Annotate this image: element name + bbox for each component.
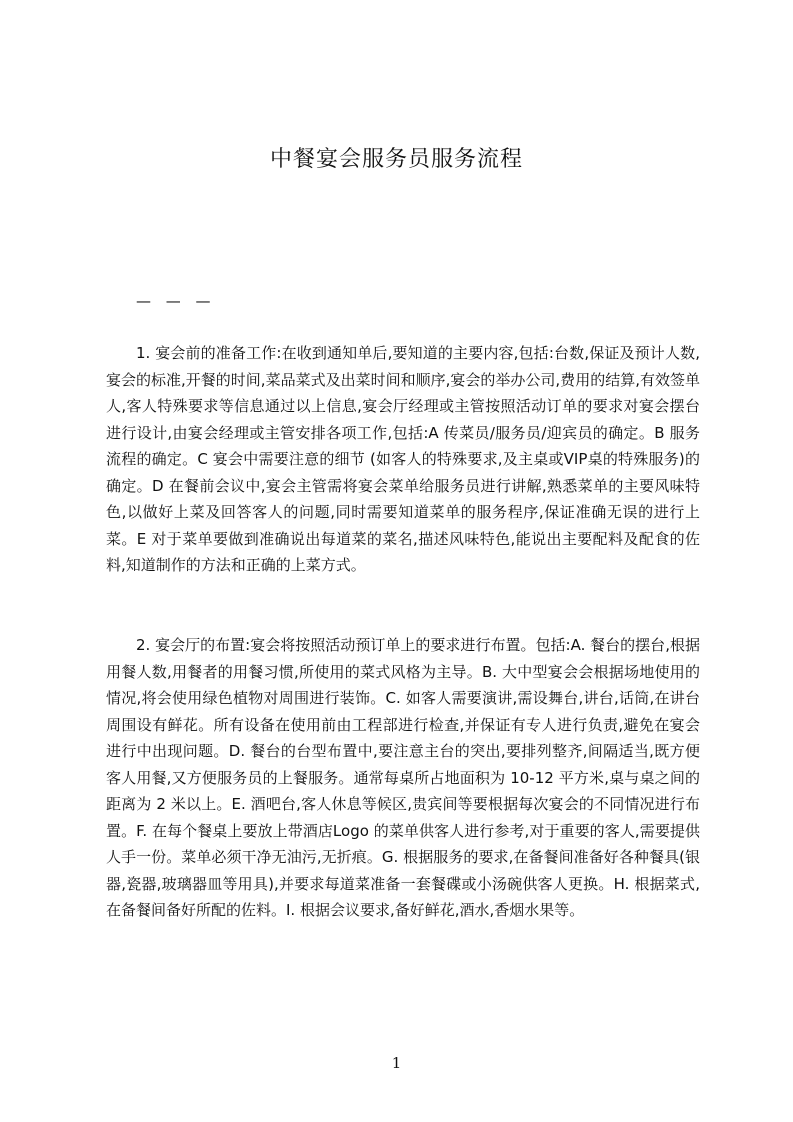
section-separator: — — — [136, 292, 211, 310]
document-title: 中餐宴会服务员服务流程 [269, 147, 523, 172]
paragraph-1: 1. 宴会前的准备工作:在收到通知单后,要知道的主要内容,包括:台数,保证及预计人数,宴会的标准,开餐的时间,菜品菜式及出菜时间和顺序,宴会的举办公司,费用的结算,有效签单人,客人特殊要求等信息通过以上信息,宴会厅经理或主管按照活动订单的要求对宴会摆台进行设计,由宴会经理或主管安排各项工作,包括:A 传菜员/服务员/迎宾员的确定。B 服务流程的确定。C 宴会中需要注意的细节 (如客人的特殊要求,及主桌或VIP桌的特殊服务)的确定。D 在餐前会议中,宴会主管需将宴会菜单给服务员进行讲解,熟悉菜单的主要风味特色,以做好上菜及回答客人的问题,同时需要知道菜单的服务程序,保证准确无误的进行上菜。E 对于菜单要做到准确说出每道菜的菜名,描述风味特色,能说出主要配料及配食的佐料,知道制作的方法和正确的上菜方式。 [106, 344, 700, 574]
paragraph-2: 2. 宴会厅的布置:宴会将按照活动预订单上的要求进行布置。包括:A. 餐台的摆台,根据用餐人数,用餐者的用餐习惯,所使用的菜式风格为主导。B. 大中型宴会会根据场地使用的情况,将会使用绿色植物对周围进行装饰。C. 如客人需要演讲,需设舞台,讲台,话筒,在讲台周围设有鲜花。所有设备在使用前由工程部进行检查,并保证有专人进行负责,避免在宴会进行中出现问题。D. 餐台的台型布置中,要注意主台的突出,要排列整齐,间隔适当,既方便客人用餐,又方便服务员的上餐服务。通常每桌所占地面积为 10-12 平方米,桌与桌之间的距离为 2 米以上。E. 酒吧台,客人休息等候区,贵宾间等要根据每次宴会的不同情况进行布置。F. 在每个餐桌上要放上带酒店Logo 的菜单供客人进行参考,对于重要的客人,需要提供人手一份。菜单必须干净无油污,无折痕。G. 根据服务的要求,在备餐间准备好各种餐具(银器,瓷器,玻璃器皿等用具),并要求每道菜准备一套餐碟或小汤碗供客人更换。H. 根据菜式,在备餐间备好所配的佐料。I. 根据会议要求,备好鲜花,酒水,香烟水果等。 [106, 636, 700, 919]
page-number: 1 [391, 1054, 402, 1072]
